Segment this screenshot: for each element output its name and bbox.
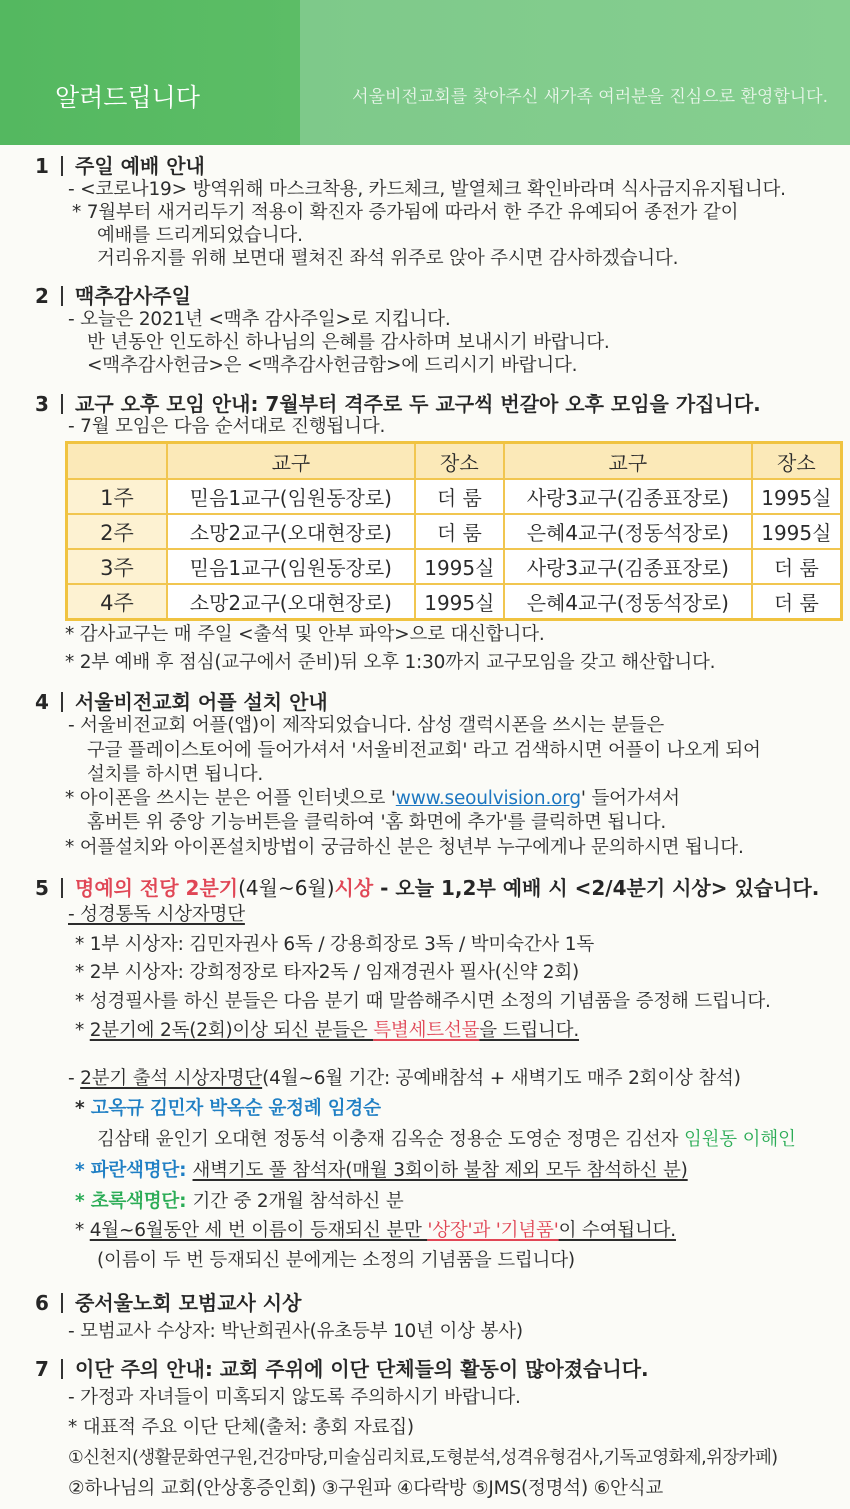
section-7-line: ②하나님의 교회(안상홍증인회) ③구원파 ④다락방 ⑤JMS(정명석) ⑥안식교 [68, 1478, 664, 1499]
table-header: 교구 [167, 443, 415, 480]
table-cell: 1995실 [415, 584, 504, 620]
table-cell: 믿음1교구(임원동장로) [167, 479, 415, 514]
section-4-title: 4 서울비전교회 어플 설치 안내 [35, 690, 328, 714]
section-3-title: 3 교구 오후 모임 안내: 7월부터 격주로 두 교구씩 번갈아 오후 모임을 가집니다. [35, 392, 761, 416]
section-7-line: - 가정과 자녀들이 미혹되지 않도록 주의하시기 바랍니다. [68, 1387, 521, 1408]
table-header: 장소 [752, 443, 842, 480]
table-row [67, 549, 842, 584]
table-cell: 사랑3교구(김종표장로) [504, 549, 752, 584]
section-4-line: 홈버튼 위 중앙 기능버튼을 클릭하여 '홈 화면에 추가'를 클릭하면 됩니다. [87, 812, 667, 833]
section-7-title: 7 이단 주의 안내: 교회 주위에 이단 단체들의 활동이 많아졌습니다. [35, 1357, 649, 1381]
table-cell: 소망2교구(오대현장로) [167, 584, 415, 620]
section-1-line: * 7월부터 새거리두기 적용이 확진자 증가됨에 따라서 한 주간 유예되어 종전가 같이 [72, 202, 739, 223]
section-2-title: 2 맥추감사주일 [35, 284, 191, 308]
section-3-line: - 7월 모임은 다음 순서대로 진행됩니다. [68, 416, 386, 437]
table-header: 교구 [504, 443, 752, 480]
section-1-title: 1 주일 예배 안내 [35, 154, 205, 178]
table-cell: 사랑3교구(김종표장로) [504, 479, 752, 514]
attendance-awards-heading: - 2분기 출석 시상자명단(4월~6월 기간: 공예배참석 + 새벽기도 매주 2회이상 참석) [68, 1068, 741, 1089]
table-cell: 1995실 [415, 549, 504, 584]
section-4-line: 설치를 하시면 됩니다. [87, 764, 264, 785]
section-1-line: - <코로나19> 방역위해 마스크착용, 카드체크, 발열체크 확인바라며 식사금지유지됩니다. [68, 179, 786, 200]
section-3-note: * 2부 예배 후 점심(교구에서 준비)뒤 오후 1:30까지 교구모임을 갖고 해산합니다. [65, 652, 716, 673]
table-cell: 1주 [67, 479, 168, 514]
section-5-title: 5 명예의 전당 2분기(4월~6월)시상 - 오늘 1,2부 예배 시 <2/4분기 시상> 있습니다. [35, 876, 820, 900]
table-cell: 더 룸 [752, 549, 842, 584]
table-cell: 3주 [67, 549, 168, 584]
section-7-line: * 대표적 주요 이단 단체(출처: 총회 자료집) [68, 1417, 414, 1438]
section-4-line: 구글 플레이스토어에 들어가셔서 '서울비전교회' 라고 검색하시면 어플이 나오게 되어 [87, 740, 761, 761]
bible-reading-awards-heading: - 성경통독 시상자명단 [68, 904, 245, 925]
table-cell: 은혜4교구(정동석장로) [504, 584, 752, 620]
section-3-note: * 감사교구는 매 주일 <출석 및 안부 파악>으로 대신합니다. [65, 624, 545, 645]
table-cell: 더 룸 [752, 584, 842, 620]
table-header-row [67, 443, 842, 480]
name-list: 김삼태 윤인기 오대현 정동석 이충재 김옥순 정용순 도영순 정명은 김선자 임원동 이해인 [97, 1129, 796, 1150]
table-cell: 1995실 [752, 514, 842, 549]
section-7-line: ①신천지(생활문화연구원,건강마당,미술심리치료,도형분석,성격유형검사,기독교영화제,위장카페) [68, 1448, 778, 1468]
table-cell: 믿음1교구(임원동장로) [167, 549, 415, 584]
notice-title: 알려드립니다 [55, 83, 200, 112]
section-2-line: <맥추감사헌금>은 <맥추감사헌금함>에 드리시기 바랍니다. [87, 355, 578, 376]
section-4-line: * 아이폰을 쓰시는 분은 어플 인터넷으로 'www.seoulvision.org' 들어가셔서 [65, 788, 680, 809]
table-cell: 은혜4교구(정동석장로) [504, 514, 752, 549]
table-row [67, 584, 842, 620]
section-4-line: * 어플설치와 아이폰설치방법이 궁금하신 분은 청년부 누구에게나 문의하시면 됩니다. [65, 837, 744, 858]
schedule-table [65, 441, 843, 621]
table-cell: 2주 [67, 514, 168, 549]
section-6-line: - 모범교사 수상자: 박난희권사(유초등부 10년 이상 봉사) [68, 1321, 523, 1342]
table-cell: 1995실 [752, 479, 842, 514]
award-line: * 성경필사를 하신 분들은 다음 분기 때 말씀해주시면 소정의 기념품을 증정해 드립니다. [75, 991, 771, 1012]
award-line: * 2부 시상자: 강희정장로 타자2독 / 임재경권사 필사(신약 2회) [75, 962, 580, 983]
section-1-line: 예배를 드리게되었습니다. [97, 225, 303, 246]
section-6-title: 6 중서울노회 모범교사 시상 [35, 1291, 302, 1315]
blue-name-list: * 고옥규 김민자 박옥순 윤정례 임경순 [75, 1098, 381, 1119]
table-header [67, 443, 168, 480]
table-cell: 4주 [67, 584, 168, 620]
table-cell: 더 룸 [415, 479, 504, 514]
header-banner [0, 0, 850, 145]
section-2-line: 반 년동안 인도하신 하나님의 은혜를 감사하며 보내시기 바랍니다. [87, 332, 610, 353]
award-note: (이름이 두 번 등재되신 분에게는 소정의 기념품을 드립니다) [97, 1250, 575, 1271]
blue-list-legend: * 파란색명단: 새벽기도 풀 참석자(매월 3회이하 불참 제외 모두 참석하신 분) [75, 1160, 688, 1181]
website-link[interactable]: www.seoulvision.org [395, 788, 581, 809]
table-cell: 소망2교구(오대현장로) [167, 514, 415, 549]
table-row [67, 514, 842, 549]
award-condition: * 4월~6월동안 세 번 이름이 등재되신 분만 '상장'과 '기념품'이 수여됩니다. [75, 1220, 676, 1241]
award-line: * 1부 시상자: 김민자권사 6독 / 강용희장로 3독 / 박미숙간사 1독 [75, 934, 595, 955]
green-list-legend: * 초록색명단: 기간 중 2개월 참석하신 분 [75, 1191, 404, 1212]
award-line: * 2분기에 2독(2회)이상 되신 분들은 특별세트선물을 드립니다. [75, 1020, 580, 1041]
table-header: 장소 [415, 443, 504, 480]
table-cell: 더 룸 [415, 514, 504, 549]
section-1-line: 거리유지를 위해 보면대 펼쳐진 좌석 위주로 앉아 주시면 감사하겠습니다. [97, 248, 679, 269]
table-row [67, 479, 842, 514]
section-4-line: - 서울비전교회 어플(앱)이 제작되었습니다. 삼성 갤럭시폰을 쓰시는 분들은 [68, 715, 665, 736]
welcome-message: 서울비전교회를 찾아주신 새가족 여러분을 진심으로 환영합니다. [352, 87, 828, 107]
section-2-line: - 오늘은 2021년 <맥추 감사주일>로 지킵니다. [68, 309, 451, 330]
